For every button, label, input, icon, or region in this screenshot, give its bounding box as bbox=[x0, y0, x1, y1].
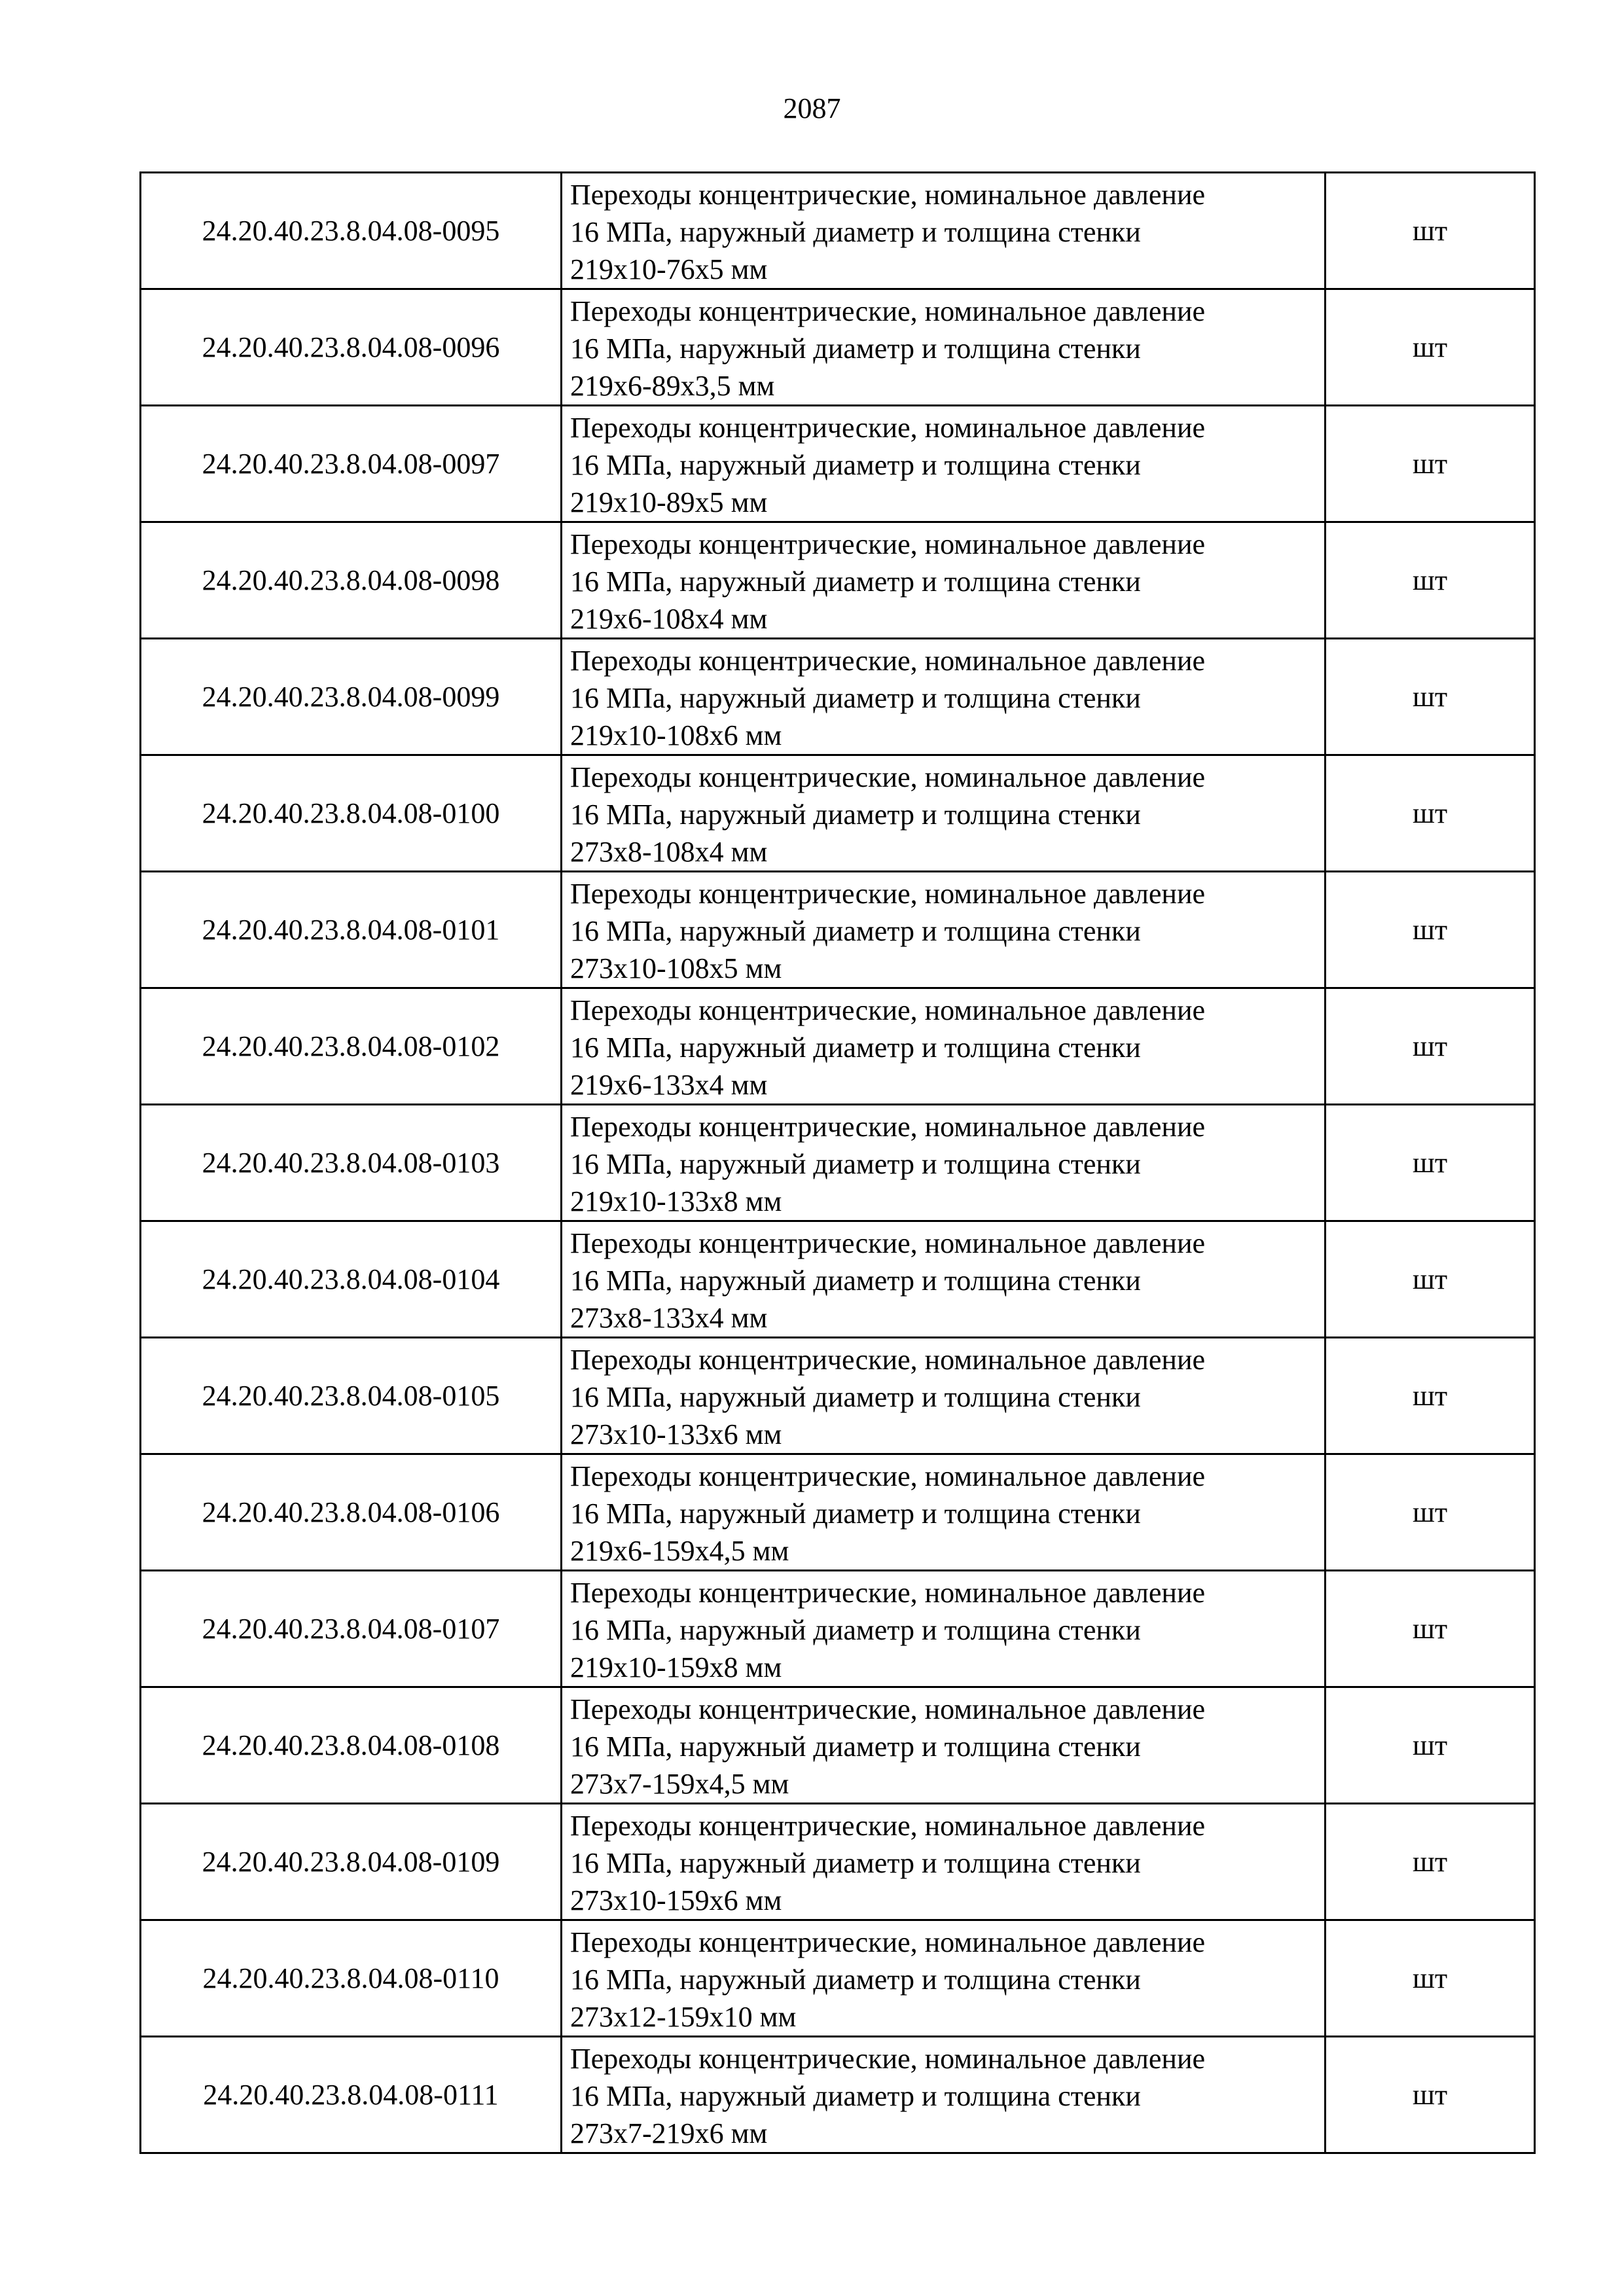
description-line: 16 МПа, наружный диаметр и толщина стенки bbox=[570, 1847, 1141, 1879]
unit-cell: шт bbox=[1326, 755, 1535, 872]
unit-cell: шт bbox=[1326, 1920, 1535, 2037]
description-line: 16 МПа, наружный диаметр и толщина стенки bbox=[570, 1148, 1141, 1180]
resource-code-cell: 24.20.40.23.8.04.08-0111 bbox=[141, 2037, 562, 2153]
table-row bbox=[141, 1687, 1535, 1804]
description-line: 16 МПа, наружный диаметр и толщина стенки bbox=[570, 1731, 1141, 1763]
description-line: 219х10-76х5 мм bbox=[570, 253, 768, 285]
resource-table bbox=[139, 171, 1536, 2154]
description-line: Переходы концентрические, номинальное давление bbox=[570, 1693, 1206, 1725]
description-line: Переходы концентрические, номинальное давление bbox=[570, 528, 1206, 560]
resource-description-cell bbox=[562, 289, 1326, 406]
unit-cell: шт bbox=[1326, 1221, 1535, 1338]
description-line: Переходы концентрические, номинальное давление bbox=[570, 761, 1206, 793]
resource-description-cell bbox=[562, 1571, 1326, 1687]
description-line: 16 МПа, наружный диаметр и толщина стенки bbox=[570, 1265, 1141, 1297]
resource-code-cell: 24.20.40.23.8.04.08-0103 bbox=[141, 1105, 562, 1221]
resource-description-cell bbox=[562, 1105, 1326, 1221]
resource-code-cell: 24.20.40.23.8.04.08-0107 bbox=[141, 1571, 562, 1687]
resource-code-cell: 24.20.40.23.8.04.08-0097 bbox=[141, 406, 562, 522]
description-line: 219х10-108х6 мм bbox=[570, 719, 782, 751]
description-line: 219х10-159х8 мм bbox=[570, 1651, 782, 1683]
table-row bbox=[141, 1105, 1535, 1221]
table-row bbox=[141, 173, 1535, 289]
description-line: Переходы концентрические, номинальное давление bbox=[570, 1810, 1206, 1842]
description-line: 219х6-89х3,5 мм bbox=[570, 370, 775, 402]
unit-cell: шт bbox=[1326, 1454, 1535, 1571]
resource-description-cell bbox=[562, 1804, 1326, 1920]
resource-code-cell: 24.20.40.23.8.04.08-0110 bbox=[141, 1920, 562, 2037]
description-line: 273х7-159х4,5 мм bbox=[570, 1768, 789, 1800]
unit-cell: шт bbox=[1326, 289, 1535, 406]
description-line: 16 МПа, наружный диаметр и толщина стенки bbox=[570, 332, 1141, 365]
unit-cell: шт bbox=[1326, 406, 1535, 522]
description-line: 219х6-133х4 мм bbox=[570, 1069, 768, 1101]
unit-cell: шт bbox=[1326, 1338, 1535, 1454]
description-line: Переходы концентрические, номинальное давление bbox=[570, 1577, 1206, 1609]
resource-code-cell: 24.20.40.23.8.04.08-0095 bbox=[141, 173, 562, 289]
resource-code-cell: 24.20.40.23.8.04.08-0096 bbox=[141, 289, 562, 406]
unit-cell: шт bbox=[1326, 639, 1535, 755]
description-line: Переходы концентрические, номинальное давление bbox=[570, 1460, 1206, 1492]
description-line: Переходы концентрические, номинальное давление bbox=[570, 1344, 1206, 1376]
resource-code-cell: 24.20.40.23.8.04.08-0098 bbox=[141, 522, 562, 639]
table-row bbox=[141, 1338, 1535, 1454]
description-line: Переходы концентрические, номинальное давление bbox=[570, 645, 1206, 677]
resource-description-cell bbox=[562, 173, 1326, 289]
resource-code-cell: 24.20.40.23.8.04.08-0106 bbox=[141, 1454, 562, 1571]
unit-cell: шт bbox=[1326, 872, 1535, 988]
resource-description-cell bbox=[562, 639, 1326, 755]
resource-description-cell bbox=[562, 755, 1326, 872]
resource-code-cell: 24.20.40.23.8.04.08-0105 bbox=[141, 1338, 562, 1454]
table-row bbox=[141, 1454, 1535, 1571]
table-row bbox=[141, 406, 1535, 522]
description-line: 219х6-159х4,5 мм bbox=[570, 1535, 789, 1567]
resource-description-cell bbox=[562, 988, 1326, 1105]
resource-description-cell bbox=[562, 872, 1326, 988]
description-line: 16 МПа, наружный диаметр и толщина стенки bbox=[570, 1381, 1141, 1413]
resource-description-cell bbox=[562, 522, 1326, 639]
description-line: 16 МПа, наружный диаметр и толщина стенки bbox=[570, 1498, 1141, 1530]
description-line: 219х10-133х8 мм bbox=[570, 1185, 782, 1217]
resource-description-cell bbox=[562, 2037, 1326, 2153]
resource-code-cell: 24.20.40.23.8.04.08-0100 bbox=[141, 755, 562, 872]
table-row bbox=[141, 1221, 1535, 1338]
description-line: 16 МПа, наружный диаметр и толщина стенки bbox=[570, 565, 1141, 598]
description-line: 16 МПа, наружный диаметр и толщина стенки bbox=[570, 1031, 1141, 1064]
resource-code-cell: 24.20.40.23.8.04.08-0101 bbox=[141, 872, 562, 988]
resource-description-cell bbox=[562, 1687, 1326, 1804]
resource-description-cell bbox=[562, 1221, 1326, 1338]
table-row bbox=[141, 988, 1535, 1105]
unit-cell: шт bbox=[1326, 1105, 1535, 1221]
description-line: Переходы концентрические, номинальное давление bbox=[570, 412, 1206, 444]
table-row bbox=[141, 522, 1535, 639]
description-line: 273х10-159х6 мм bbox=[570, 1884, 782, 1916]
description-line: Переходы концентрические, номинальное давление bbox=[570, 2043, 1206, 2075]
resource-table-body bbox=[141, 173, 1535, 2153]
table-row bbox=[141, 1920, 1535, 2037]
description-line: 16 МПа, наружный диаметр и толщина стенки bbox=[570, 216, 1141, 248]
resource-code-cell: 24.20.40.23.8.04.08-0099 bbox=[141, 639, 562, 755]
unit-cell: шт bbox=[1326, 988, 1535, 1105]
description-line: 273х12-159х10 мм bbox=[570, 2001, 797, 2033]
description-line: 16 МПа, наружный диаметр и толщина стенки bbox=[570, 682, 1141, 714]
description-line: Переходы концентрические, номинальное давление bbox=[570, 295, 1206, 327]
description-line: 273х8-133х4 мм bbox=[570, 1302, 768, 1334]
description-line: 16 МПа, наружный диаметр и толщина стенки bbox=[570, 1614, 1141, 1646]
description-line: 273х10-108х5 мм bbox=[570, 952, 782, 984]
unit-cell: шт bbox=[1326, 2037, 1535, 2153]
description-line: 16 МПа, наружный диаметр и толщина стенки bbox=[570, 1964, 1141, 1996]
unit-cell: шт bbox=[1326, 173, 1535, 289]
table-row bbox=[141, 2037, 1535, 2153]
resource-description-cell bbox=[562, 1454, 1326, 1571]
table-row bbox=[141, 1804, 1535, 1920]
description-line: 273х10-133х6 мм bbox=[570, 1418, 782, 1450]
description-line: 273х7-219х6 мм bbox=[570, 2117, 768, 2149]
description-line: 273х8-108х4 мм bbox=[570, 836, 768, 868]
resource-description-cell bbox=[562, 1338, 1326, 1454]
table-row bbox=[141, 1571, 1535, 1687]
description-line: 16 МПа, наружный диаметр и толщина стенки bbox=[570, 2080, 1141, 2112]
unit-cell: шт bbox=[1326, 1687, 1535, 1804]
unit-cell: шт bbox=[1326, 522, 1535, 639]
description-line: Переходы концентрические, номинальное давление bbox=[570, 878, 1206, 910]
description-line: Переходы концентрические, номинальное давление bbox=[570, 1111, 1206, 1143]
table-row bbox=[141, 872, 1535, 988]
resource-code-cell: 24.20.40.23.8.04.08-0108 bbox=[141, 1687, 562, 1804]
description-line: 219х6-108х4 мм bbox=[570, 603, 768, 635]
description-line: Переходы концентрические, номинальное давление bbox=[570, 1227, 1206, 1259]
description-line: 16 МПа, наружный диаметр и толщина стенки bbox=[570, 449, 1141, 481]
resource-description-cell bbox=[562, 406, 1326, 522]
description-line: Переходы концентрические, номинальное давление bbox=[570, 179, 1206, 211]
resource-code-cell: 24.20.40.23.8.04.08-0109 bbox=[141, 1804, 562, 1920]
table-row bbox=[141, 289, 1535, 406]
resource-description-cell bbox=[562, 1920, 1326, 2037]
description-line: Переходы концентрические, номинальное давление bbox=[570, 994, 1206, 1026]
table-row bbox=[141, 639, 1535, 755]
description-line: 219х10-89х5 мм bbox=[570, 486, 768, 518]
unit-cell: шт bbox=[1326, 1804, 1535, 1920]
resource-code-cell: 24.20.40.23.8.04.08-0102 bbox=[141, 988, 562, 1105]
page-number: 2087 bbox=[783, 92, 841, 124]
description-line: 16 МПа, наружный диаметр и толщина стенки bbox=[570, 915, 1141, 947]
table-row bbox=[141, 755, 1535, 872]
resource-code-cell: 24.20.40.23.8.04.08-0104 bbox=[141, 1221, 562, 1338]
description-line: 16 МПа, наружный диаметр и толщина стенки bbox=[570, 798, 1141, 831]
unit-cell: шт bbox=[1326, 1571, 1535, 1687]
description-line: Переходы концентрические, номинальное давление bbox=[570, 1926, 1206, 1958]
